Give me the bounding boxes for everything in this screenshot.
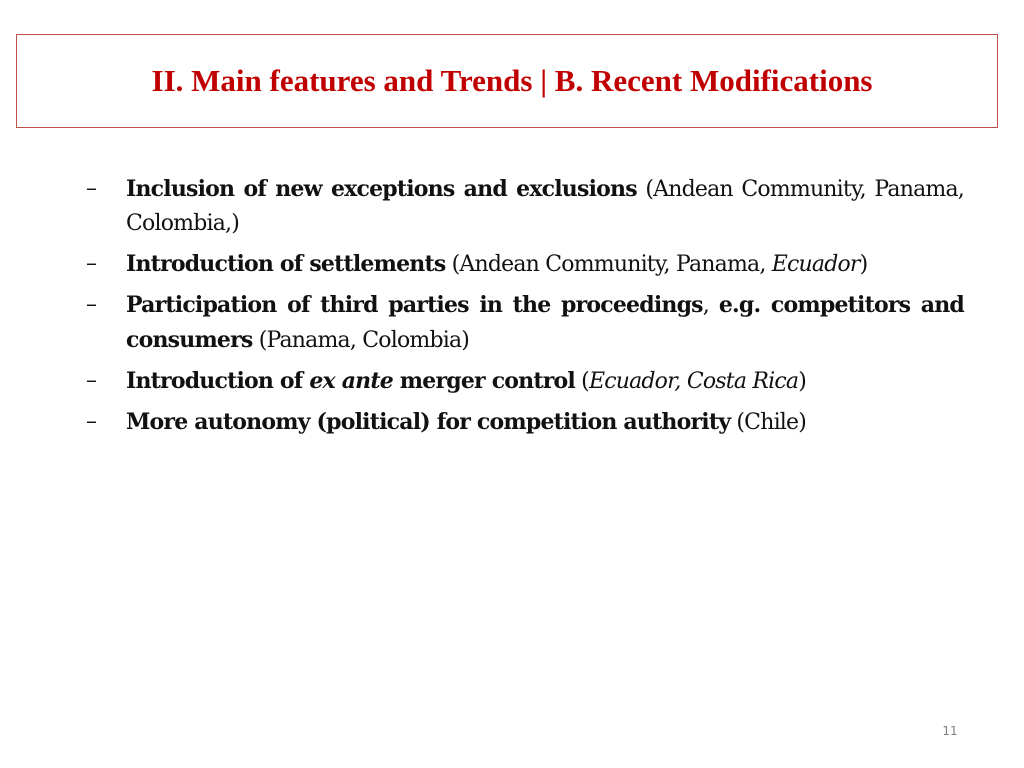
bullet-dash: – <box>86 368 97 393</box>
bullet-list <box>86 172 964 446</box>
slide-title: II. Main features and Trends | B. Recent Modifications <box>151 63 873 98</box>
bullet-plain-text: (Panama, Colombia) <box>252 328 470 353</box>
title-box <box>16 34 998 128</box>
bullet-item <box>86 172 964 241</box>
bullet-plain-text: , <box>702 293 719 318</box>
bullet-plain-text: ) <box>859 252 868 277</box>
bullet-dash: – <box>86 251 97 276</box>
bullet-bold-text: Inclusion of new exceptions and exclusions <box>126 176 637 202</box>
bullet-item <box>86 405 964 440</box>
bullet-bold-text: More autonomy (political) for competition authority <box>126 409 731 435</box>
bullet-bold-italic-text: ex ante <box>309 368 393 394</box>
bullet-item <box>86 288 964 358</box>
bullet-dash: – <box>86 176 97 201</box>
bullet-plain-text: (Andean Community, Panama, Colombia,) <box>126 177 965 236</box>
bullet-item <box>86 364 964 399</box>
bullet-item <box>86 247 964 282</box>
bullet-bold-text: Introduction of settlements <box>126 251 446 277</box>
bullet-italic-text: Ecuador, Costa Rica <box>588 369 799 394</box>
bullet-plain-text: ( <box>574 369 589 394</box>
bullet-dash: – <box>86 409 97 434</box>
page-number: 11 <box>942 724 958 738</box>
bullet-plain-text: (Chile) <box>730 410 807 435</box>
bullet-italic-text: Ecuador <box>771 252 860 277</box>
bullet-plain-text: ) <box>798 369 806 394</box>
bullet-dash: – <box>86 292 97 317</box>
bullet-bold-text: Participation of third parties in the proceedings <box>126 292 703 318</box>
bullet-bold-text: e.g. competitors and consumers <box>126 292 964 353</box>
bullet-bold-text: merger control <box>392 368 575 394</box>
bullet-bold-text: Introduction of <box>126 368 310 394</box>
bullet-plain-text: (Andean Community, Panama, <box>445 252 772 277</box>
